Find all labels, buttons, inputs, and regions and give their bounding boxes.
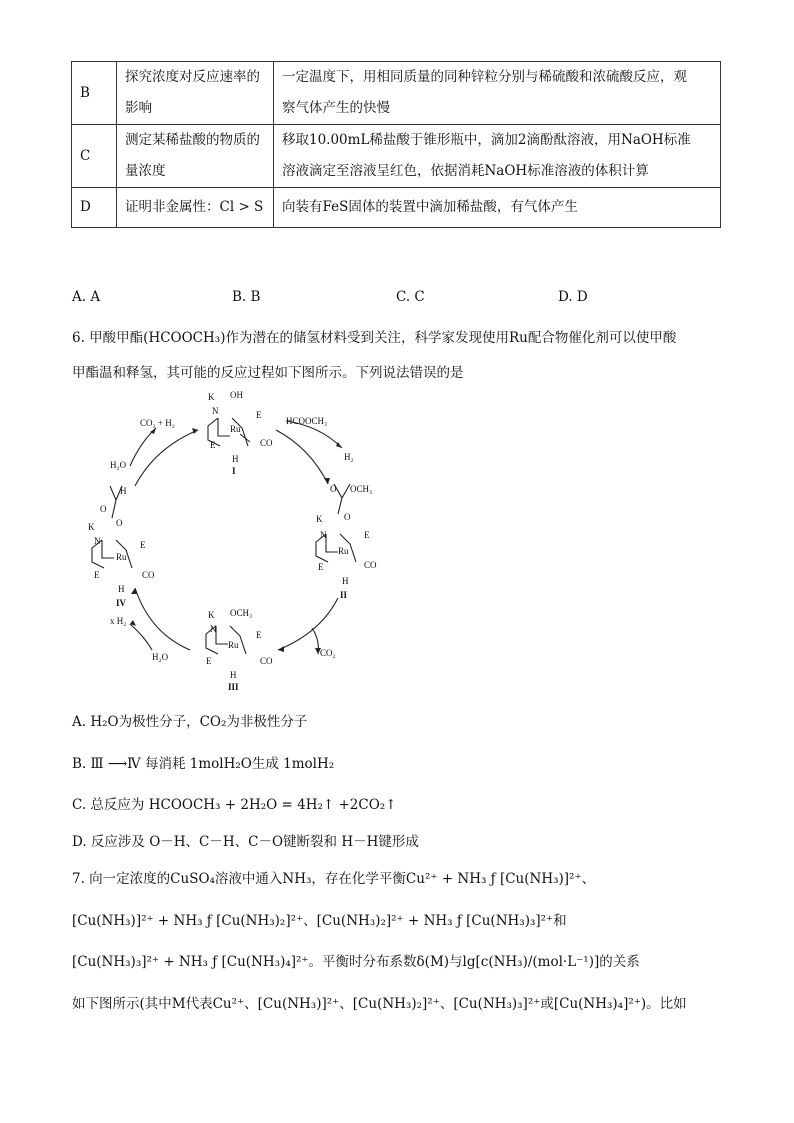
atom-h: H: [230, 670, 237, 680]
catalytic-cycle-diagram: [80, 388, 380, 698]
row-purpose: [117, 62, 274, 125]
method-line: 察气体产生的快慢: [282, 100, 390, 116]
q6-option-c[interactable]: C. 总反应为 HCOOCH₃ + 2H₂O = 4H₂↑ +2CO₂↑: [72, 797, 397, 813]
q6-stem-line: 6. 甲酸甲酯(HCOOCH₃)作为潜在的储氢材料受到关注，科学家发现使用Ru配合物催化剂可以使甲酸: [72, 330, 677, 346]
atom-e: E: [140, 540, 146, 550]
answer-option-d[interactable]: D. D: [558, 289, 588, 305]
atom-o: O: [100, 504, 107, 514]
answer-option-a[interactable]: A. A: [72, 289, 101, 305]
table-row: [72, 188, 721, 228]
group-och3: OCH₃: [350, 484, 373, 494]
ligand-co: CO: [364, 560, 377, 570]
ligand-co: CO: [260, 438, 273, 448]
label-iii: III: [228, 682, 239, 692]
q7-stem-line: 7. 向一定浓度的CuSO₄溶液中通入NH₃，存在化学平衡Cu²⁺ + NH₃ ƒ [Cu(NH₃)]²⁺、: [72, 871, 596, 887]
reagent-h2o: H₂O: [152, 652, 169, 662]
atom-n: N: [212, 406, 219, 416]
ligand-co: CO: [260, 656, 273, 666]
product-h2: H₂: [344, 452, 354, 462]
arrow-head: [192, 428, 198, 434]
atom-o: O: [330, 484, 337, 494]
experiment-table: [71, 61, 721, 228]
product-co2-h2: CO₂ + H₂: [140, 418, 175, 428]
q6-option-a[interactable]: A. H₂O为极性分子，CO₂为非极性分子: [72, 714, 308, 730]
label-ii: II: [340, 590, 348, 600]
label-iv: IV: [116, 598, 127, 608]
cycle-arc-ii-iii: [278, 598, 338, 650]
purpose-line: 量浓度: [125, 163, 166, 179]
atom-e: E: [94, 570, 100, 580]
purpose-line: 影响: [125, 100, 152, 116]
atom-n: N: [94, 536, 101, 546]
ligand-oh: OH: [230, 390, 243, 400]
atom-n: N: [320, 530, 327, 540]
metal-ru: Ru: [116, 552, 127, 562]
atom-h: H: [232, 454, 239, 464]
row-letter: D: [72, 188, 117, 228]
table-row: [72, 125, 721, 188]
answer-option-c[interactable]: C. C: [396, 289, 425, 305]
atom-h: H: [120, 486, 127, 496]
atom-e: E: [206, 656, 212, 666]
atom-h: H: [118, 584, 125, 594]
method-line: 移取10.00mL稀盐酸于锥形瓶中，滴加2滴酚酞溶液，用NaOH标准: [282, 132, 691, 148]
answer-option-b[interactable]: B. B: [232, 289, 261, 305]
reagent-h2o: H₂O: [110, 460, 127, 470]
atom-e: E: [256, 410, 262, 420]
metal-ru: Ru: [228, 640, 239, 650]
method-line: 溶液滴定至溶液呈红色，依据消耗NaOH标准溶液的体积计算: [282, 163, 649, 179]
metal-ru: Ru: [230, 424, 241, 434]
ligand-co: CO: [142, 570, 155, 580]
row-letter: B: [72, 62, 117, 125]
cycle-arc-i-ii: [276, 430, 328, 484]
product-co2: CO₂: [320, 648, 336, 658]
row-letter: C: [72, 125, 117, 188]
row-purpose: 证明非金属性：Cl > S: [117, 188, 274, 228]
q7-stem-line: [Cu(NH₃)]²⁺ + NH₃ ƒ [Cu(NH₃)₂]²⁺、[Cu(NH₃)₂]²⁺ + NH₃ ƒ [Cu(NH₃)₃]²⁺和: [72, 913, 567, 929]
label-i: I: [232, 466, 236, 476]
purpose-line: 测定某稀盐酸的物质的: [125, 132, 260, 148]
atom-o: O: [344, 512, 351, 522]
atom-e: E: [364, 530, 370, 540]
q6-stem-line: 甲酯温和释氢，其可能的反应过程如下图所示。下列说法错误的是: [72, 365, 464, 381]
side-arrow-co2h2: [130, 428, 156, 466]
method-line: 一定温度下，用相同质量的同种锌粒分别与稀硫酸和浓硫酸反应，观: [282, 69, 687, 85]
atom-e: E: [210, 440, 216, 450]
side-arrow-xh2: [130, 624, 152, 650]
atom-o: O: [116, 518, 123, 528]
q6-option-d[interactable]: D. 反应涉及 O－H、C－H、C－O键断裂和 H－H键形成: [72, 834, 419, 850]
atom-k: K: [208, 610, 215, 620]
row-method: 向装有FeS固体的装置中滴加稀盐酸，有气体产生: [274, 188, 721, 228]
reagent-hcooch3: HCOOCH₃: [286, 416, 328, 426]
group-och3: OCH₃: [230, 608, 253, 618]
product-xh2: x H₂: [110, 616, 127, 626]
atom-k: K: [316, 514, 323, 524]
cycle-arc-iii-iv: [135, 588, 190, 650]
atom-n: N: [210, 624, 217, 634]
arrow-head: [278, 646, 284, 652]
atom-e: E: [318, 562, 324, 572]
atom-e: E: [256, 630, 262, 640]
cycle-arc-iv-i: [135, 430, 198, 486]
q7-stem-line: 如下图所示(其中M代表Cu²⁺、[Cu(NH₃)]²⁺、[Cu(NH₃)₂]²⁺、[Cu(NH₃)₃]²⁺或[Cu(NH₃)₄]²⁺)。比如: [72, 996, 687, 1012]
row-purpose: [117, 125, 274, 188]
row-method: [274, 62, 721, 125]
metal-ru: Ru: [338, 546, 349, 556]
purpose-line: 探究浓度对反应速率的: [125, 69, 260, 85]
atom-k: K: [88, 522, 95, 532]
atom-h: H: [342, 576, 349, 586]
q6-option-b[interactable]: B. Ⅲ ⟶Ⅳ 每消耗 1molH₂O生成 1molH₂: [72, 756, 335, 772]
row-method: [274, 125, 721, 188]
q7-stem-line: [Cu(NH₃)₃]²⁺ + NH₃ ƒ [Cu(NH₃)₄]²⁺。平衡时分布系数δ(M)与lg[c(NH₃)/(mol·L⁻¹)]的关系: [72, 954, 640, 970]
table-row: [72, 62, 721, 125]
atom-k: K: [208, 392, 215, 402]
